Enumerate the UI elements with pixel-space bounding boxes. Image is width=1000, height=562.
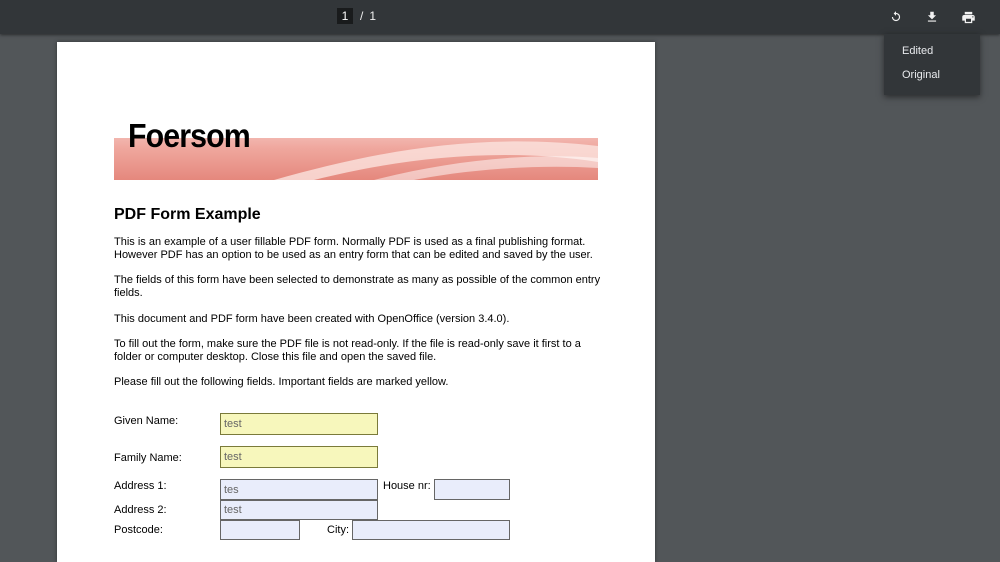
house-nr-input[interactable] <box>434 479 510 500</box>
address2-label: Address 2: <box>114 504 167 516</box>
page-number-input[interactable]: 1 <box>337 8 353 24</box>
download-button[interactable] <box>922 7 942 27</box>
pdf-page <box>57 42 655 562</box>
menu-item-original[interactable]: Original <box>902 69 940 81</box>
paragraph-instructions: Please fill out the following fields. Important fields are marked yellow. <box>114 376 449 388</box>
page-separator: / <box>360 9 364 23</box>
given-name-label: Given Name: <box>114 415 179 427</box>
rotate-icon <box>889 10 903 24</box>
postcode-input[interactable] <box>220 520 300 540</box>
paragraph-openoffice: This document and PDF form have been created with OpenOffice (version 3.4.0). <box>114 313 510 325</box>
menu-item-edited[interactable]: Edited <box>902 45 934 57</box>
city-input[interactable] <box>352 520 510 540</box>
address2-input[interactable] <box>220 500 378 520</box>
print-icon <box>961 10 976 25</box>
download-menu <box>884 34 980 95</box>
house-nr-label: House nr: <box>383 480 431 492</box>
paragraph-readonly: To fill out the form, make sure the PDF file is not read-only. If the file is read-only save it first to a folder or computer desktop. Close this file and open the saved file. <box>114 338 581 363</box>
given-name-input[interactable] <box>220 413 378 435</box>
address1-label: Address 1: <box>114 480 167 492</box>
paragraph-fields: The fields of this form have been selected to demonstrate as many as possible of the common entry fields. <box>114 274 601 299</box>
rotate-button[interactable] <box>886 7 906 27</box>
page-indicator <box>337 8 376 24</box>
paragraph-intro: This is an example of a user fillable PDF form. Normally PDF is used as a final publishing format. However PDF has an option to be used as an entry form that can be edited and saved by the user. <box>114 236 593 261</box>
postcode-label: Postcode: <box>114 524 163 536</box>
address1-input[interactable] <box>220 479 378 500</box>
banner-image <box>114 122 598 180</box>
download-icon <box>925 10 939 24</box>
family-name-label: Family Name: <box>114 452 182 464</box>
pdf-toolbar <box>0 0 1000 34</box>
city-label: City: <box>327 524 349 536</box>
page-total: 1 <box>369 9 377 23</box>
document-title: PDF Form Example <box>114 206 261 223</box>
print-button[interactable] <box>958 7 978 27</box>
foersom-logo: Foersom <box>128 122 250 154</box>
family-name-input[interactable] <box>220 446 378 468</box>
